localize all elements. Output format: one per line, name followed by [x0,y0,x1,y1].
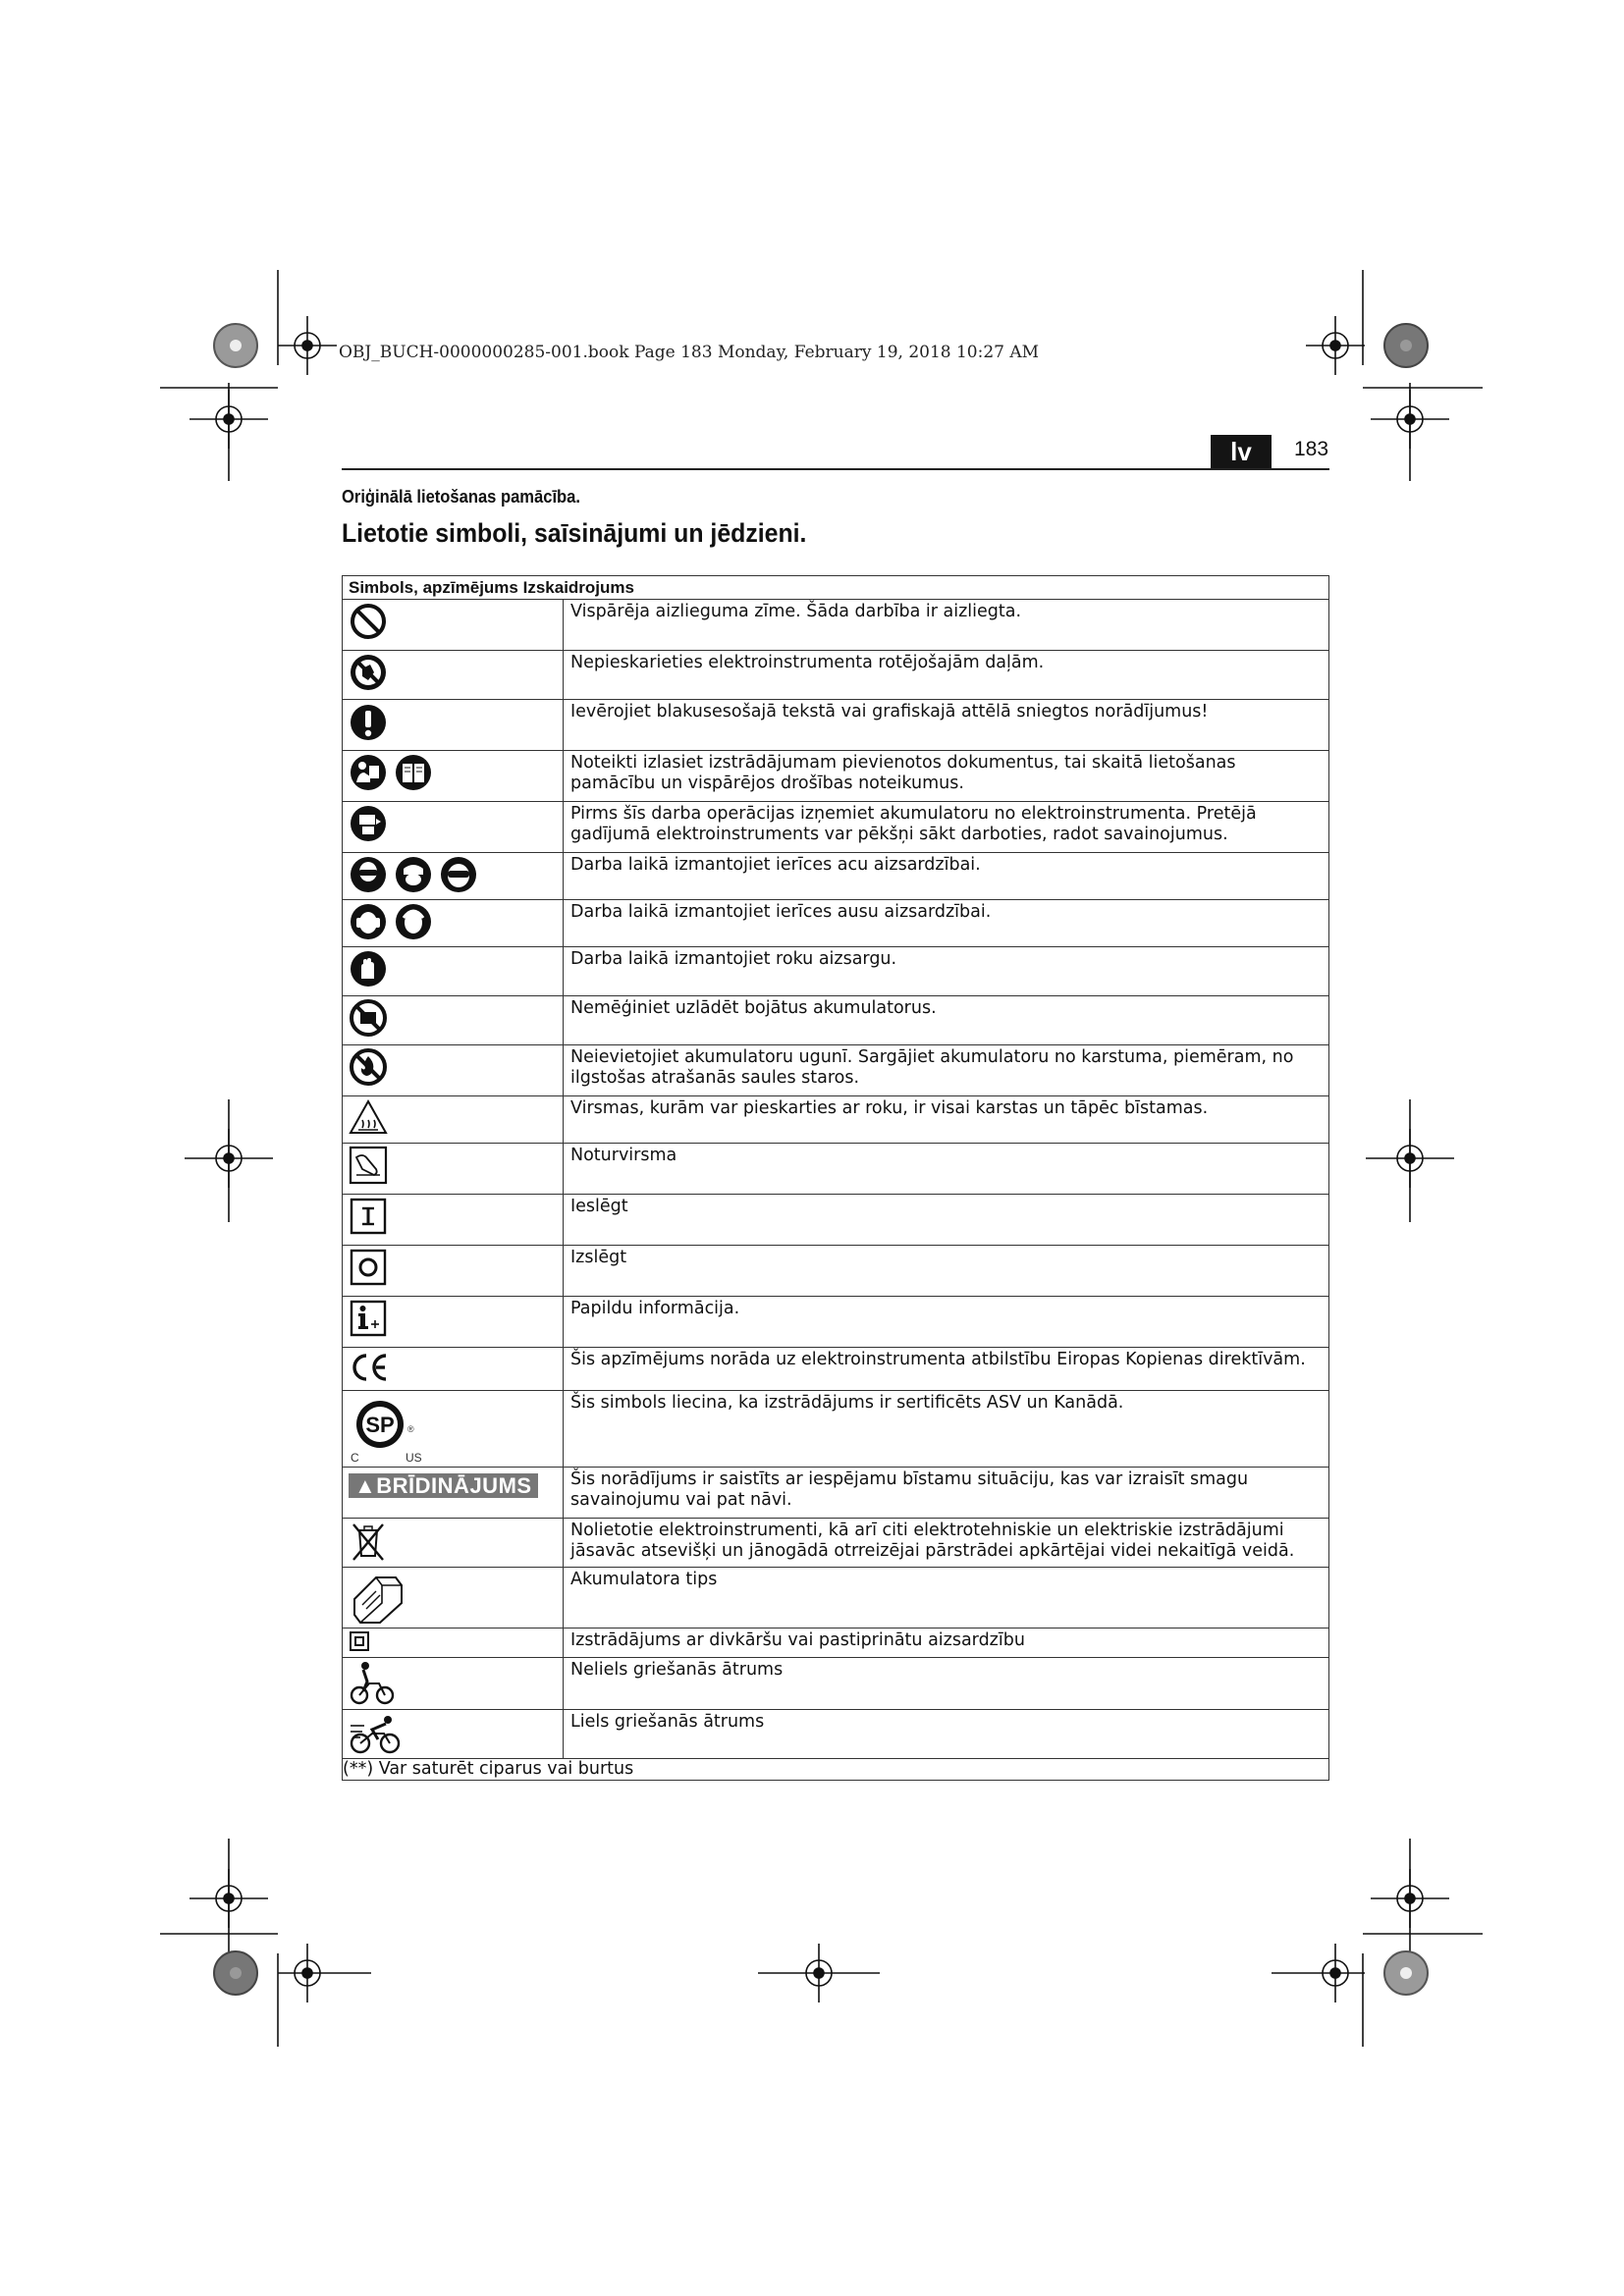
warning-triangle-icon: ▲ [354,1473,377,1498]
hand-protection-icon [349,949,388,988]
table-row [343,751,1329,802]
remove-battery-icon [349,804,388,843]
svg-text:C: C [351,1451,359,1464]
row-text: Neievietojiet akumulatoru ugunī. Sargājiet akumulatoru no karstuma, piemēram, no ilgstošas atrašanās saules staros. [564,1045,1329,1096]
table-header: Simbols, apzīmējums Izskaidrojums [343,576,1329,600]
row-text: Neliels griešanās ātrums [564,1658,1329,1710]
table-row [343,1568,1329,1629]
table-row [343,1519,1329,1568]
row-text: Šis simbols liecina, ka izstrādājums ir sertificēts ASV un Kanādā. [564,1391,1329,1468]
warning-badge [349,1473,538,1498]
csa-certification-icon [349,1393,433,1464]
read-manual-person-icon [349,753,388,792]
row-text: Vispārēja aizlieguma zīme. Šāda darbība ir aizliegta. [564,600,1329,651]
row-text: Nemēģiniet uzlādēt bojātus akumulatorus. [564,996,1329,1045]
exclamation-icon [349,702,388,743]
table-footnote-row [343,1759,1329,1781]
table-row [343,1246,1329,1297]
row-text: Akumulatora tips [564,1568,1329,1629]
goggles-icon [439,855,478,894]
table-row [343,1297,1329,1348]
table-footnote: (**) Var saturēt ciparus vai burtus [343,1759,1329,1781]
row-text: Šis norādījums ir saistīts ar iespējamu bīstamu situāciju, kas var izraisīt smagu savainojumu vai pat nāvi. [564,1468,1329,1519]
table-row [343,1096,1329,1144]
row-text: Noteikti izlasiet izstrādājumam pievienotos dokumentus, tai skaitā lietošanas pamācību un vispārējos drošības noteikumus. [564,751,1329,802]
symbols-table [342,575,1329,1781]
row-text: Liels griešanās ātrums [564,1710,1329,1759]
table-row [343,947,1329,996]
row-text: Izstrādājums ar divkāršu vai pastiprinātu aizsardzību [564,1629,1329,1658]
table-row [343,700,1329,751]
switch-on-icon [349,1197,388,1236]
hot-surface-warning-icon [349,1098,388,1136]
table-row [343,1468,1329,1519]
low-speed-cyclist-icon [349,1660,396,1707]
document-subtitle: Oriģinālā lietošanas pamācība. [342,487,580,507]
row-text: Pirms šīs darba operācijas izņemiet akumulatoru no elektroinstrumenta. Pretējā gadījumā elektroinstruments var pēkšņi sākt darboties, radot savainojumus. [564,802,1329,853]
row-text: Izslēgt [564,1246,1329,1297]
svg-text:SP: SP [365,1413,395,1437]
grip-surface-icon [349,1146,388,1185]
page-number: 183 [1294,438,1329,460]
table-row [343,900,1329,947]
ce-mark-icon [349,1350,392,1385]
ear-muffs-icon [394,902,433,941]
row-text: Darba laikā izmantojiet ierīces ausu aizsardzībai. [564,900,1329,947]
table-row [343,1710,1329,1759]
svg-text:US: US [406,1451,422,1464]
high-speed-cyclist-icon [349,1712,404,1755]
table-row [343,1144,1329,1195]
row-text: Virsmas, kurām var pieskarties ar roku, ir visai karstas un tāpēc bīstamas. [564,1096,1329,1144]
warning-badge-text: BRĪDINĀJUMS [376,1473,532,1498]
row-text: Nolietotie elektroinstrumenti, kā arī citi elektrotehniskie un elektriskie izstrādājumi jāsavāc atsevišķi un jānogādā otrreizējai pārstrādei apkārtējai videi nekaitīgā veidā. [564,1519,1329,1568]
table-row [343,996,1329,1045]
row-text: Darba laikā izmantojiet roku aizsargu. [564,947,1329,996]
language-badge: lv [1211,435,1272,468]
switch-off-icon [349,1248,388,1287]
table-row [343,1629,1329,1658]
no-charging-damaged-battery-icon [349,998,388,1038]
table-row [343,1348,1329,1391]
battery-pack-icon [349,1570,407,1625]
double-insulation-icon [349,1630,370,1652]
ear-protection-icon [349,902,388,941]
row-text: Papildu informācija. [564,1297,1329,1348]
table-header-row [343,576,1329,600]
section-heading: Lietotie simboli, saīsinājumi un jēdzieni. [342,518,807,548]
row-text: Ieslēgt [564,1195,1329,1246]
table-row [343,651,1329,700]
row-text: Darba laikā izmantojiet ierīces acu aizsardzībai. [564,853,1329,900]
no-fire-battery-icon [349,1047,388,1087]
row-text: Nepieskarieties elektroinstrumenta rotējošajām daļām. [564,651,1329,700]
header-rule [342,468,1329,470]
table-row [343,853,1329,900]
table-row [343,600,1329,651]
table-row [343,1658,1329,1710]
row-text: Šis apzīmējums norāda uz elektroinstrumenta atbilstību Eiropas Kopienas direktīvām. [564,1348,1329,1391]
table-row [343,1391,1329,1468]
additional-info-icon [349,1299,388,1338]
print-header: OBJ_BUCH-0000000285-001.book Page 183 Monday, February 19, 2018 10:27 AM [339,343,1040,362]
row-text: Noturvirsma [564,1144,1329,1195]
table-row [343,1045,1329,1096]
eye-protection-icon [349,855,388,894]
table-row [343,1195,1329,1246]
face-shield-icon [394,855,433,894]
prohibition-icon [349,602,388,641]
table-row [343,802,1329,853]
do-not-touch-rotating-parts-icon [349,653,388,692]
weee-crossed-bin-icon [349,1521,388,1564]
row-text: Ievērojiet blakusesošajā tekstā vai grafiskajā attēlā sniegtos norādījumus! [564,700,1329,751]
svg-text:®: ® [407,1424,414,1434]
read-manual-book-icon [394,753,433,792]
